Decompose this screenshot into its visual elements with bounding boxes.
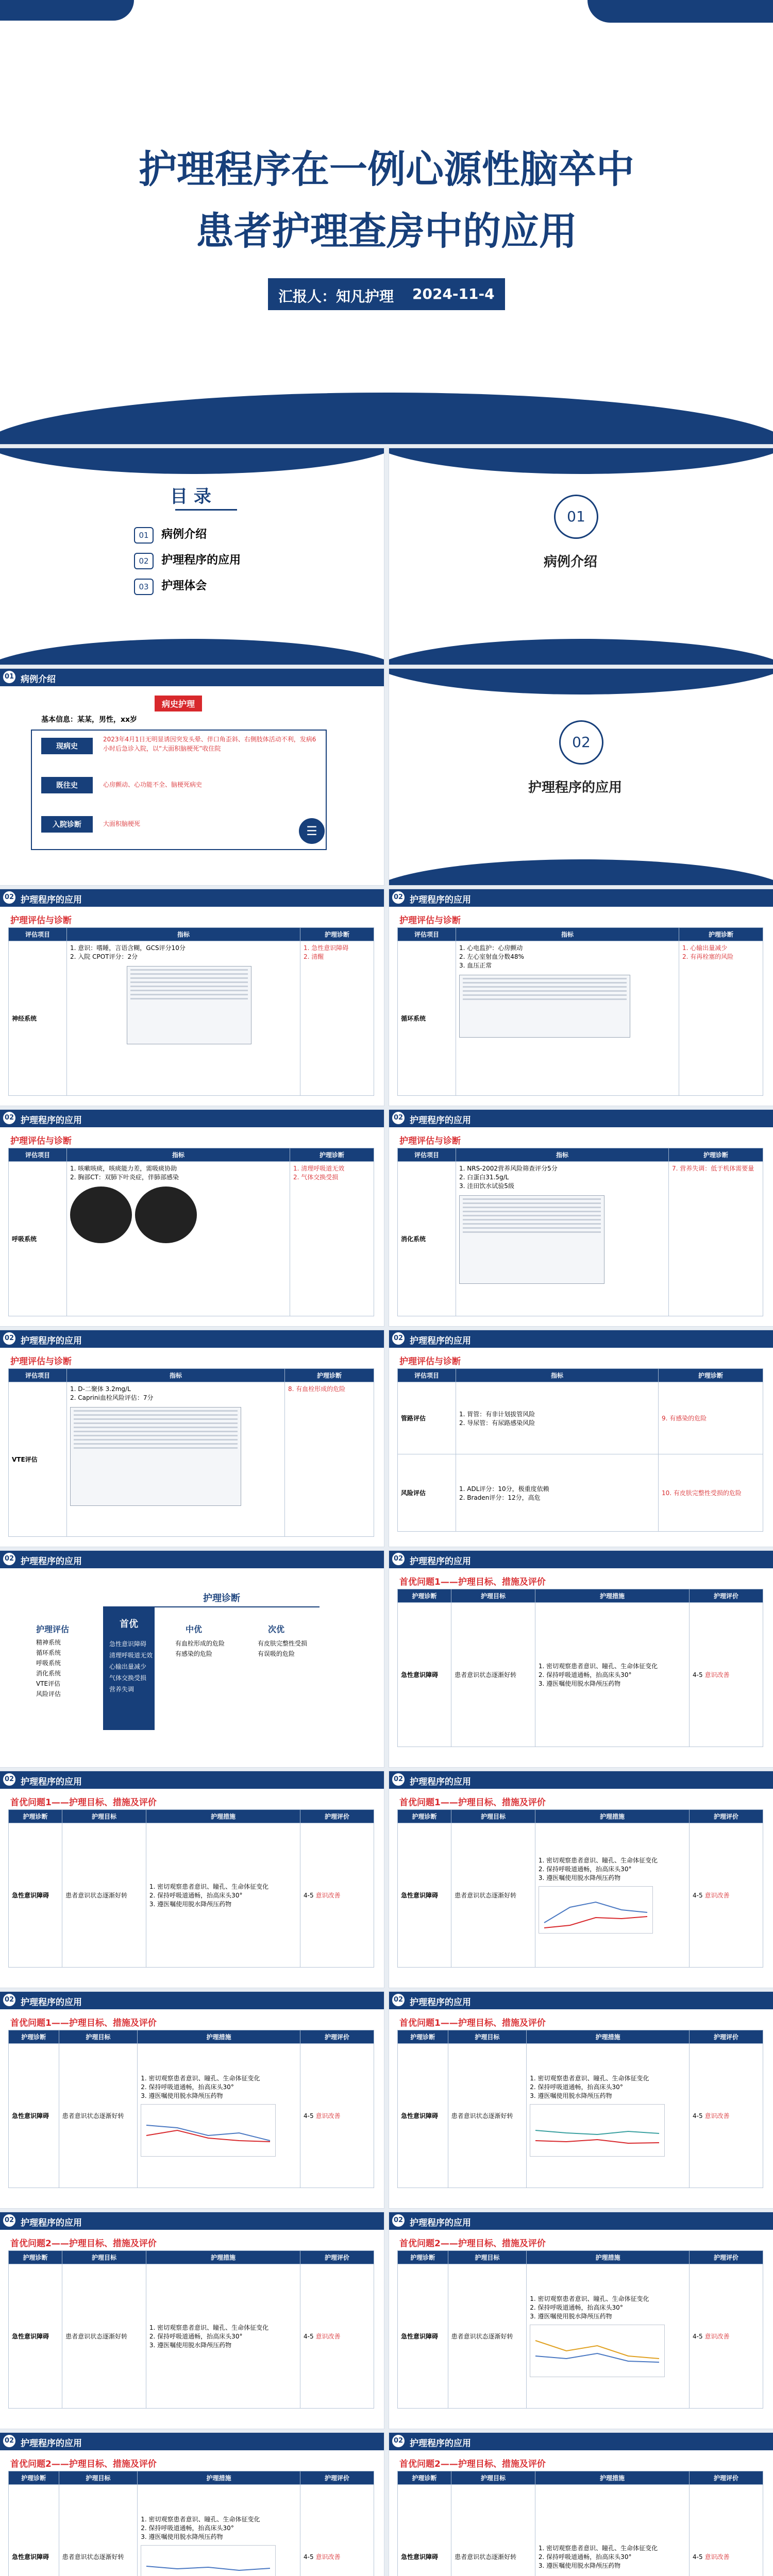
case-basic: 基本信息：某某，男性，xx岁 <box>41 716 138 724</box>
toc-num-2: 02 <box>134 553 154 569</box>
patient-icon: ☰ <box>299 818 325 844</box>
case-row-1-text: 2023年4月1日无明显诱因突发头晕、伴口角歪斜、右侧肢体活动不利，发病6小时后急诊入院，以“大面积脑梗死”收住院 <box>103 736 316 752</box>
vte-item: VTE评估 <box>9 1382 67 1537</box>
vte-dx: 8. 有血栓形成的危险 <box>285 1382 374 1537</box>
toc-label-3: 护理体会 <box>161 580 207 592</box>
case-header: 病例介绍 <box>21 674 56 685</box>
plan-1e-slide: 02 护理程序的应用 首优问题1——护理目标、措施及评价 护理诊断 护理目标 护理措施 护理评价 急性意识障碍 患者意识状态逐渐好转 1. 密切观察患者意识、瞳孔、生命体征变化 2. 保持呼吸道通畅，抬高床头30° 3. 遵医嘱使用脱水降颅压药物 4-5 意识改善 <box>389 1992 773 2208</box>
section-01-slide <box>389 448 773 665</box>
flow-left-list: 精神系统 循环系统 呼吸系统 消化系统 VTE评估 风险评估 <box>36 1639 61 1698</box>
neuro-text: 1. 意识：嗜睡，言语含糊，GCS评分10分 2. 入院 CPOT评分：2分 <box>67 941 300 1096</box>
assess-digest-slide: 02 护理程序的应用 护理评估与诊断 评估项目 指标 护理诊断 消化系统 1. NRS-2002营养风险筛查评分5分 2. 白蛋白31.5g/L 3. 洼田饮水试验5级 7. 营养失调：低于机体需要量 <box>389 1110 773 1326</box>
toc-num-3: 03 <box>134 579 154 595</box>
plan-1a-slide: 02 护理程序的应用 首优问题1——护理目标、措施及评价 护理诊断 护理目标 护理措施 护理评价 急性意识障碍 患者意识状态逐渐好转 1. 密切观察患者意识、瞳孔、生命体征变化 2. 保持呼吸道通畅，抬高床头30° 3. 遵医嘱使用脱水降颅压药物 4-5 意识改善 <box>389 1551 773 1767</box>
plan-table-1c: 护理诊断 护理目标 护理措施 护理评价 急性意识障碍 患者意识状态逐渐好转 1. 密切观察患者意识、瞳孔、生命体征变化 2. 保持呼吸道通畅，抬高床头30° 3. 遵医嘱使用脱水降颅压药物 4-5 意识改善 <box>397 1809 763 1968</box>
plan-1d-slide: 02 护理程序的应用 首优问题1——护理目标、措施及评价 护理诊断 护理目标 护理措施 护理评价 急性意识障碍 患者意识状态逐渐好转 1. 密切观察患者意识、瞳孔、生命体征变化 2. 保持呼吸道通畅，抬高床头30° 3. 遵医嘱使用脱水降颅压药物 4-5 意识改善 <box>0 1992 384 2208</box>
title-line-2: 患者护理查房中的应用 <box>196 209 577 253</box>
digest-dx: 7. 营养失调：低于机体需要量 <box>669 1162 763 1316</box>
toc-num-1: 01 <box>134 527 154 544</box>
plan-title-1: 首优问题1——护理目标、措施及评价 <box>399 1577 546 1587</box>
assess-neuro-slide: 02 护理程序的应用 护理评估与诊断 评估项目 指标 护理诊断 神经系统 1. 意识：嗜睡，言语含糊，GCS评分10分 2. 入院 CPOT评分：2分 1. 急性意识障碍 2. 清醒 <box>0 889 384 1106</box>
flow-next-title: 次优 <box>268 1624 285 1634</box>
section-01-num: 01 <box>554 495 598 539</box>
assess-table-circ: 评估项目 指标 护理诊断 循环系统 1. 心电监护：心房颤动 2. 左心室射血分数48% 3. 血压正常 1. 心输出量减少 2. 有再栓塞的风险 <box>397 927 763 1096</box>
tube-dx: 9. 有感染的危险 <box>659 1382 763 1454</box>
plan-2a-slide: 02 护理程序的应用 首优问题2——护理目标、措施及评价 护理诊断 护理目标 护理措施 护理评价 急性意识障碍 患者意识状态逐渐好转 1. 密切观察患者意识、瞳孔、生命体征变化 2. 保持呼吸道通畅，抬高床头30° 3. 遵医嘱使用脱水降颅压药物 4-5 意识改善 <box>0 2212 384 2429</box>
case-row-3-label: 入院诊断 <box>41 816 93 833</box>
toc-item-1[interactable] <box>134 526 207 544</box>
case-header-num: 01 <box>3 671 15 683</box>
title-slide <box>0 0 773 444</box>
flow-mid-title: 中优 <box>186 1624 203 1634</box>
toc-label-2: 护理程序的应用 <box>161 554 241 567</box>
case-row-2-label: 既往史 <box>41 777 93 793</box>
digest-text: 1. NRS-2002营养风险筛查评分5分 2. 白蛋白31.5g/L 3. 洼田饮水试验5级 <box>459 1165 558 1190</box>
tube-text: 1. 胃管：有非计划拔管风险 2. 导尿管：有尿路感染风险 <box>456 1382 659 1454</box>
section-02-slide <box>389 669 773 885</box>
case-row-3-text: 大面积脑梗死 <box>103 820 141 827</box>
diagnosis-flow-slide: 02 护理程序的应用 护理诊断 护理评估 精神系统 循环系统 呼吸系统 消化系统 VTE评估 风险评估 首优 急性意识障碍 清理呼吸道无效 心输出量减少 气体交换受损 营养失调 中优 有血栓形成的危险 有感染的危险 次优 有皮肤完整性受损 有误吸的危险 <box>0 1551 384 1767</box>
section-01-title: 病例介绍 <box>544 554 598 570</box>
flow-center-title: 护理诊断 <box>124 1591 320 1607</box>
date: 2024-11-4 <box>412 285 495 302</box>
toc-heading: 目 录 <box>170 486 211 507</box>
neuro-dx: 1. 急性意识障碍 2. 清醒 <box>300 941 374 1096</box>
trend-chart-icon <box>141 2104 276 2157</box>
case-slide <box>0 669 384 885</box>
vte-text: 1. D-二聚体 3.2mg/L 2. Caprini血栓风险评估：7分 <box>70 1385 154 1401</box>
resp-dx: 1. 清理呼吸道无效 2. 气体交换受损 <box>290 1162 374 1316</box>
assess-risk-slide: 02 护理程序的应用 护理评估与诊断 评估项目 指标 护理诊断 管路评估 1. 胃管：有非计划拔管风险 2. 导尿管：有尿路感染风险 9. 有感染的危险 风险评估 1. ADL评分：10分，极重度依赖 2. Braden评分：12分，高危 10. 有皮肤完整性受损的危险 <box>389 1330 773 1547</box>
title-line-1: 护理程序在一例心源性脑卒中 <box>139 147 634 192</box>
flow-first-title: 首优 <box>120 1619 138 1630</box>
assess-title-1: 护理评估与诊断 <box>10 916 72 926</box>
resp-text: 1. 咳嗽咳痰，咳痰能力差，需吸痰协助 2. 胸部CT：双肺下叶炎症，伴肺部感染 <box>70 1165 179 1181</box>
plan-2b-slide: 02 护理程序的应用 首优问题2——护理目标、措施及评价 护理诊断 护理目标 护理措施 护理评价 急性意识障碍 患者意识状态逐渐好转 1. 密切观察患者意识、瞳孔、生命体征变化 2. 保持呼吸道通畅，抬高床头30° 3. 遵医嘱使用脱水降颅压药物 4-5 意识改善 <box>389 2212 773 2429</box>
toc-slide <box>0 448 384 665</box>
assess-circ-slide: 02 护理程序的应用 护理评估与诊断 评估项目 指标 护理诊断 循环系统 1. 心电监护：心房颤动 2. 左心室射血分数48% 3. 血压正常 1. 心输出量减少 2. 有再栓塞的风险 <box>389 889 773 1106</box>
assess-vte-slide: 02 护理程序的应用 护理评估与诊断 评估项目 指标 护理诊断 VTE评估 1. D-二聚体 3.2mg/L 2. Caprini血栓风险评估：7分 8. 有血栓形成的危险 <box>0 1330 384 1547</box>
case-row-1-label: 现病史 <box>41 738 93 754</box>
assess-header-1: 护理程序的应用 <box>21 895 82 905</box>
resp-item: 呼吸系统 <box>9 1162 67 1316</box>
section-02-title: 护理程序的应用 <box>528 780 623 795</box>
trend-line-icon <box>539 1886 653 1934</box>
flow-mid-list: 有血栓形成的危险 有感染的危险 <box>175 1640 225 1657</box>
digest-item: 消化系统 <box>398 1162 456 1316</box>
assess-table-neuro: 评估项目 指标 护理诊断 神经系统 1. 意识：嗜睡，言语含糊，GCS评分10分 2. 入院 CPOT评分：2分 1. 急性意识障碍 2. 清醒 <box>8 927 374 1096</box>
assess-table-resp: 评估项目 指标 护理诊断 呼吸系统 1. 咳嗽咳痰，咳痰能力差，需吸痰协助 2. 胸部CT：双肺下叶炎症，伴肺部感染 1. 清理呼吸道无效 2. 气体交换受损 <box>8 1148 374 1316</box>
plan-2d-slide: 02 护理程序的应用 首优问题2——护理目标、措施及评价 护理诊断 护理目标 护理措施 护理评价 急性意识障碍 患者意识状态逐渐好转 1. 密切观察患者意识、瞳孔、生命体征变化 2. 保持呼吸道通畅，抬高床头30° 3. 遵医嘱使用脱水降颅压药物 4-5 意识改善 <box>389 2433 773 2576</box>
flow-left-title: 护理评估 <box>36 1624 70 1634</box>
tube-item: 管路评估 <box>398 1382 456 1454</box>
plan-1c-slide: 02 护理程序的应用 首优问题1——护理目标、措施及评价 护理诊断 护理目标 护理措施 护理评价 急性意识障碍 患者意识状态逐渐好转 1. 密切观察患者意识、瞳孔、生命体征变化 2. 保持呼吸道通畅，抬高床头30° 3. 遵医嘱使用脱水降颅压药物 4-5 意识改善 <box>389 1771 773 1988</box>
circ-dx: 1. 心输出量减少 2. 有再栓塞的风险 <box>679 941 763 1096</box>
plan-table-1b: 护理诊断 护理目标 护理措施 护理评价 急性意识障碍 患者意识状态逐渐好转 1. 密切观察患者意识、瞳孔、生命体征变化 2. 保持呼吸道通畅，抬高床头30° 3. 遵医嘱使用脱水降颅压药物 4-5 意识改善 <box>8 1809 374 1968</box>
case-row-2-text: 心房颤动、心功能不全、脑梗死病史 <box>103 781 203 788</box>
assess-table-digest: 评估项目 指标 护理诊断 消化系统 1. NRS-2002营养风险筛查评分5分 2. 白蛋白31.5g/L 3. 洼田饮水试验5级 7. 营养失调：低于机体需要量 <box>397 1148 763 1316</box>
risk-item: 风险评估 <box>398 1454 456 1532</box>
neuro-item: 神经系统 <box>9 941 67 1096</box>
assess-resp-slide: 02 护理程序的应用 护理评估与诊断 评估项目 指标 护理诊断 呼吸系统 1. 咳嗽咳痰，咳痰能力差，需吸痰协助 2. 胸部CT：双肺下叶炎症，伴肺部感染 1. 清理呼吸道无效 2. 气体交换受损 <box>0 1110 384 1326</box>
circ-item: 循环系统 <box>398 941 456 1096</box>
plan-1b-slide: 02 护理程序的应用 首优问题1——护理目标、措施及评价 护理诊断 护理目标 护理措施 护理评价 急性意识障碍 患者意识状态逐渐好转 1. 密切观察患者意识、瞳孔、生命体征变化 2. 保持呼吸道通畅，抬高床头30° 3. 遵医嘱使用脱水降颅压药物 4-5 意识改善 <box>0 1771 384 1988</box>
toc-item-2[interactable] <box>134 551 241 569</box>
plan-table-1a: 护理诊断 护理目标 护理措施 护理评价 急性意识障碍 患者意识状态逐渐好转 1. 密切观察患者意识、瞳孔、生命体征变化 2. 保持呼吸道通畅，抬高床头30° 3. 遵医嘱使用脱水降颅压药物 4-5 意识改善 <box>397 1589 763 1747</box>
assess-table-risk: 评估项目 指标 护理诊断 管路评估 1. 胃管：有非计划拔管风险 2. 导尿管：有尿路感染风险 9. 有感染的危险 风险评估 1. ADL评分：10分，极重度依赖 2. Braden评分：12分，高危 10. 有皮肤完整性受损的危险 <box>397 1368 763 1532</box>
case-tag: 病史护理 <box>155 696 202 711</box>
circ-text: 1. 心电监护：心房颤动 2. 左心室射血分数48% 3. 血压正常 <box>459 944 524 969</box>
reporter: 汇报人：知凡护理 <box>278 288 394 305</box>
flow-next-list: 有皮肤完整性受损 有误吸的危险 <box>258 1640 308 1657</box>
risk-dx: 10. 有皮肤完整性受损的危险 <box>659 1454 763 1532</box>
flow-first-list: 急性意识障碍 清理呼吸道无效 心输出量减少 气体交换受损 营养失调 <box>109 1640 153 1693</box>
toc-label-1: 病例介绍 <box>161 528 207 541</box>
toc-item-3[interactable] <box>134 577 207 595</box>
section-02-num: 02 <box>559 720 603 765</box>
plan-title-2: 首优问题2——护理目标、措施及评价 <box>10 2239 157 2249</box>
risk-text: 1. ADL评分：10分，极重度依赖 2. Braden评分：12分，高危 <box>456 1454 659 1532</box>
plan-2c-slide: 02 护理程序的应用 首优问题2——护理目标、措施及评价 护理诊断 护理目标 护理措施 护理评价 急性意识障碍 患者意识状态逐渐好转 1. 密切观察患者意识、瞳孔、生命体征变化 2. 保持呼吸道通畅，抬高床头30° 3. 遵医嘱使用脱水降颅压药物 4-5 意识改善 <box>0 2433 384 2576</box>
assess-table-vte: 评估项目 指标 护理诊断 VTE评估 1. D-二聚体 3.2mg/L 2. Caprini血栓风险评估：7分 8. 有血栓形成的危险 <box>8 1368 374 1537</box>
